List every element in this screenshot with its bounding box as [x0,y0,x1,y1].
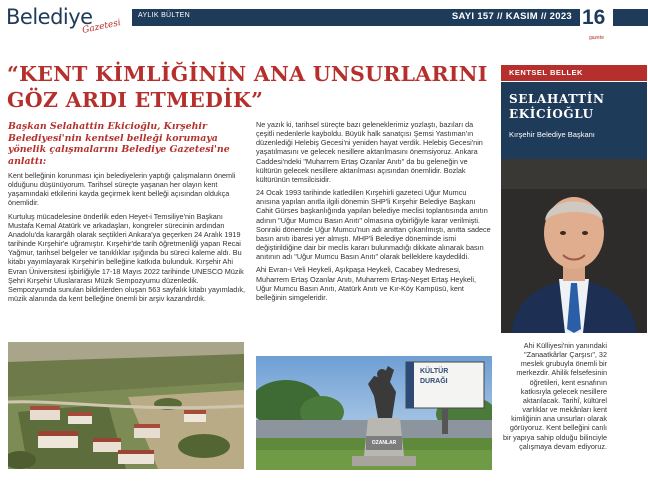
monument-plaque: OZANLAR [371,440,397,446]
paragraph: Ahi Külliyesi'nin yanındaki "Zanaatkârlar Çarşısı", 32 meslek grubuyla önemli bir merkezdir. Ahilik felsefesinin öğretileri, kent esnafının katkısıyla gelecek nesillere aktarılacak. Tarihî, kültürel varlıklar ve mekânları kent kimliğinin ana unsurları olarak görüyoruz. Kent belleğini canlı bir yapıya sahip olduğu bilinciyle çalışmaya devam ediyoruz. [503,341,607,451]
paragraph: Kurtuluş mücadelesine önderlik eden Heyet-i Temsiliye'nin Başkanı Mustafa Kemal Atatürk ve arkadaşları, kongreler sürecinin ardından Anadolu'da karargâh olarak seçtikleri Ankara'ya geçerken 24 Aralık 1919 tarihinde Kırşehir'e uğramıştır. Kırşehir'de tarih öğretmenliği yapan Recai Yağmur, tarihsel belgeler ve tanıklıklar ışığında bu süreci kaleme aldı. Bu kitabı yayımlayarak Kırşehir'in belleğine katkıda bulunduk. Kırşehir Ahi Evran Üniversitesi işbirliğiyle 17-18 Mayıs 2022 tarihinde UNESCO Müzik Şehri Kırşehir Uluslararası Müzik Sempozyumu düzenledik. Sempozyumda sunulan bildirilerden oluşan 563 sayfalık kitabı yayımladık, müzik alanında da kent belleğine önemli bir arşiv kazandırdık. [8,211,245,304]
paragraph: Ahi Evran-ı Veli Heykeli, Aşıkpaşa Heykeli, Cacabey Medresesi, Muharrem Ertaş Ozanlar Anıtı, Muharrem Ertaş-Neşet Ertaş Heykeli, Uğur Mumcu Basın Anıtı, Atatürk Anıtı ve Kır-Köy Kampüsü, kent belleğinin simgeleridir. [256,265,476,302]
section-label-text: KENTSEL BELLEK [509,68,583,77]
lede: Başkan Selahattin Ekicioğlu, Kırşehir Belediyesi'nin kentsel belleği korumaya yönelik çalışmalarını Belediye Gazetesi'ne anlattı: [8,121,230,167]
mayor-name: SELAHATTİN EKİCİOĞLU [509,92,605,121]
paragraph: Ne yazık ki, tarihsel süreçte bazı geleneklerimiz yozlaştı, bazıları da çeşitli nedenlerle kayboldu. Büyük halk sanatçısı Şemsi Yastıman'ın düzenlediği Helebiş Gecesi'ni yeniden hayat verdik. Helebiş Gecesi'nin yaşatılmasını ve gelecek nesillere aktarılmasını önemsiyoruz. Ankara Caddesi'ndeki "Muharrem Ertaş Ozanlar Anıtı" da bu geleneğin ve kültürün gelecek nesillere aktarılması açısından önemlidir. Bozlak kültürünün temsilcisidir. [256,120,483,184]
portrait-illustration [501,159,647,333]
mayor-role: Kırşehir Belediye Başkanı [509,130,595,139]
mayor-portrait [501,159,647,333]
monument-photo [256,356,492,470]
header-bar [132,9,580,26]
section-label [501,65,647,81]
paragraph: Kent belleğinin korunması için belediyelerin yaptığı çalışmaların önemli olduğunu düşünüyorum. Tarihsel süreçte yaşanan her olayın kent yaşamındaki etkilerini kayda geçirmek kent belleği açısından oldukça önemlidir. [8,171,236,208]
bulletin-label: AYLIK BÜLTEN [138,12,190,19]
header-bar-end [613,9,648,26]
masthead [0,0,648,44]
brand-logo: Belediye [6,5,93,29]
name-box [501,82,647,159]
aerial-photo-illustration [8,342,244,469]
article-column-2 [256,120,492,306]
aerial-photo [8,342,244,469]
headline: “KENT KİMLİĞİNİN ANA UNSURLARINI GÖZ ARDI ETMEDİK” [7,62,488,112]
article-column-3 [501,341,607,455]
monument-photo-illustration [256,356,492,470]
billboard-line: DURAĞI [420,378,448,385]
issue-info: SAYI 157 // KASIM // 2023 [451,11,572,22]
paragraph: 24 Ocak 1993 tarihinde katledilen Kırşehirli gazeteci Uğur Mumcu anısına yapılan anıtla ilgili dönemin SHP'li Kırşehir Belediye Başkanı Cahit Gürses başkanlığında yapılan belediye meclisi toplantısında anıtın adının "Uğur Mumcu Basın Anıtı" olmasına oybirliğiyle karar verilmişti. Sonraki dönemde Uğur Mumcu'nun adı anıttan çıkarılmıştı, anıtta sadece basın anıtı ibaresi yer almıştı. MHP'li Belediye döneminde ismi değiştirildiğine dair bir meclis kararı bulunmadığı dikkate alınarak basın anıtının adı "Uğur Mumcu Basın Anıtı" olarak belleklere kaydedildi. [256,188,491,262]
page-number: 16 [582,6,606,29]
article-column-1 [8,171,246,307]
billboard-line: KÜLTÜR [420,368,449,375]
page-tag: gazete [589,35,605,41]
brand-script: Gazetesi [81,18,122,36]
